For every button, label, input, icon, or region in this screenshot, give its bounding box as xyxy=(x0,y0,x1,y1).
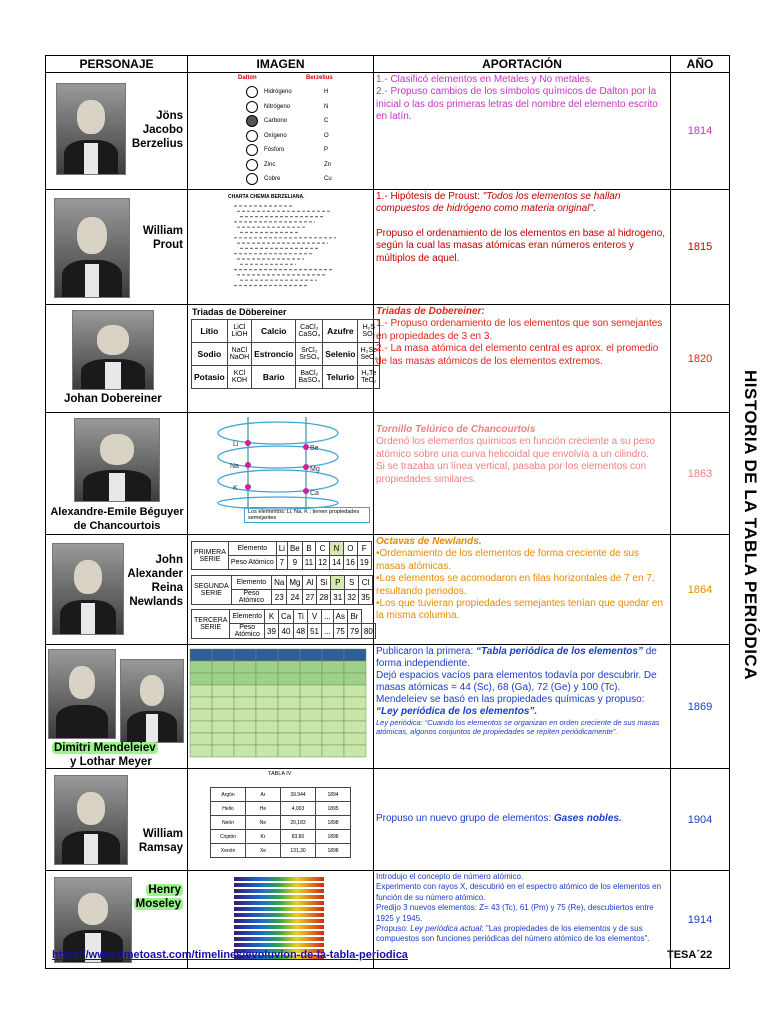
timetoast-link[interactable]: https://www.timetoast.com/timelines/evoluvion-de-la-tabla-periodica xyxy=(52,949,408,961)
aportacion-cell: Triadas de Dobereiner: 1.- Propuso ordenamiento de los elementos que son semejantes en propiedades de 3 en 3. 2.- La masa atómica del elemento central es aprox. el promedio de las masas atómicos de los elementos extremos. xyxy=(374,305,671,413)
svg-text:Mg: Mg xyxy=(310,466,320,473)
octava-series: PRIMERA SERIE Elemento Li Be B C N O F Peso Atómico 7 9 11 12 14 16 19 xyxy=(191,541,372,570)
aportacion-text: 1.- Clasificó elementos en Metales y No metales. xyxy=(376,74,593,85)
octava-series: SEGUNDA SERIE Elemento Na Mg Al Si P S Cl Peso Atómico 23 24 27 28 31 32 35 xyxy=(191,575,373,605)
triadas-table-image: Triadas de Döbereiner Litio LiCl LiOH Calcio CaCl₂ CaSO₄ Azufre H₂S SO₂ Sodio NaCl NaOH Estroncio SrCl₂ SrSO₄ Selenio H₂Se SeO₂ Potasio KCl KOH Bario BaCl₂ BaSO₄ Telurio H₂Te TeO₂ xyxy=(188,305,374,413)
portrait-image xyxy=(72,310,154,390)
portrait-image xyxy=(54,198,130,298)
portrait-image xyxy=(74,418,160,502)
aportacion-text: 2.- Propuso cambios de los símbolos químicos de Dalton por la inicial o las dos primeras letras del nombre del elemento escrito en latín. xyxy=(376,86,658,123)
aportacion-cell: Publicaron la primera: “Tabla periódica de los elementos” de forma independiente. Dejó espacios vacíos para elementos todavía por descubrir. De masas atómicas = 44 (Sc), 68 (Ga), 72 (Ge) y 100 (Tc). Mendeleiev se basó en las propiedades químicas y propuso: “Ley periódica de los elementos”. Ley periódica: “Cuando los elementos se organizan en orden creciente de sus masas atómicas, algunos conjuntos de propiedades se repiten periódicamente”. xyxy=(374,645,671,769)
dalton-symbol-icon xyxy=(246,173,258,185)
mendeleiev-table-image xyxy=(188,645,374,769)
triada-row: Potasio KCl KOH Bario BaCl₂ BaSO₄ Telurio H₂Te TeO₂ xyxy=(192,366,380,389)
noble-gas-row: Criptón Kr 83.80 1898 xyxy=(211,830,351,844)
dalton-symbols-image: Dalton Berzelius Hidrógeno H Nitrógeno N Carbono C Oxígeno O Fósforo P Zinc Zn Cobre Cu xyxy=(188,73,374,190)
dalton-element-row: Cobre Cu xyxy=(246,172,356,187)
periodic-grid xyxy=(190,649,370,763)
portrait-mendeleiev xyxy=(48,649,116,739)
aportacion-cell: Tornillo Telúrico de Chancourtois Ordenó los elementos químicos en función creciente a su peso atómico sobre una curva helicoidal que envolvía a un cilindro. Si se trazaba un línea vertical, pasaba por los elementos con propiedades similares. xyxy=(374,413,671,535)
year-cell: 1869 xyxy=(671,645,730,769)
triada-row: Sodio NaCl NaOH Estroncio SrCl₂ SrSO₄ Selenio H₂Se SeO₂ xyxy=(192,343,380,366)
personaje-cell xyxy=(46,190,188,305)
octavas-table-image xyxy=(188,535,374,645)
portrait-image xyxy=(56,83,126,175)
row-dobereiner xyxy=(46,305,730,413)
row-ramsay xyxy=(46,769,730,871)
telluric-screw-image xyxy=(188,413,374,535)
helix-caption: Los elementos: Li, Na, K ; tienen propiedades semejantes xyxy=(244,507,370,523)
row-newlands xyxy=(46,535,730,645)
person-name: Alexandre-Emile Béguyer de Chancourtois xyxy=(50,506,184,532)
row-mendeleiev xyxy=(46,645,730,769)
chart-scan-lines xyxy=(224,202,344,297)
year-cell: 1864 xyxy=(671,535,730,645)
dalton-element-row: Fósforo P xyxy=(246,143,356,158)
person-name: John Alexander Reina Newlands xyxy=(127,554,183,608)
row-prout xyxy=(46,190,730,305)
year-cell: 1820 xyxy=(671,305,730,413)
dalton-symbol-icon xyxy=(246,101,258,113)
dalton-element-row: Hidrógeno H xyxy=(246,85,356,100)
personaje-cell xyxy=(46,535,188,645)
personaje-cell xyxy=(46,645,188,769)
person-name: William Ramsay xyxy=(138,828,183,854)
noble-gas-row: Argón Ar 39.944 1894 xyxy=(211,788,351,802)
dalton-element-row: Carbono C xyxy=(246,114,356,129)
dalton-element-row: Zinc Zn xyxy=(246,158,356,173)
aportacion-cell: Octavas de Newlands. •Ordenamiento de los elementos de forma creciente de sus masas atómicas. •Los elementos se acomodaron en filas horizontales de 7 en 7, resultando periodos. •Los que tuvieran propiedades semejantes tenían que quedar en la misma columna. xyxy=(374,535,671,645)
year-cell: 1914 xyxy=(671,871,730,969)
person-name: Johan Dobereiner xyxy=(64,393,162,405)
dalton-symbol-icon xyxy=(246,86,258,98)
year-cell: 1863 xyxy=(671,413,730,535)
triada-row: Litio LiCl LiOH Calcio CaCl₂ CaSO₄ Azufre H₂S SO₂ xyxy=(192,320,380,343)
history-table xyxy=(45,55,730,969)
personaje-cell xyxy=(46,305,188,413)
svg-text:Ca: Ca xyxy=(310,490,319,497)
header-row xyxy=(46,56,730,73)
aportacion-cell: Propuso un nuevo grupo de elementos: Gases nobles. xyxy=(374,769,671,871)
dalton-element-row: Oxígeno O xyxy=(246,129,356,144)
svg-text:K: K xyxy=(233,485,238,492)
header-aportacion: APORTACIÓN xyxy=(374,56,671,73)
year-cell: 1815 xyxy=(671,190,730,305)
person-name: Dimitri Mendeleiev y Lothar Meyer xyxy=(54,742,156,768)
author-tag: TESA´22 xyxy=(667,949,713,961)
aportacion-cell: 1.- Hipótesis de Proust: "Todos los elementos se hallan compuestos de hidrógeno como materia original". Propuso el ordenamiento de los elementos en base al hidrogeno, según la cual las masas atómicas eran números enteros y múltiplos de aquel. xyxy=(374,190,671,305)
portrait-meyer xyxy=(120,659,184,743)
personaje-cell xyxy=(46,73,188,190)
personaje-cell xyxy=(46,413,188,535)
personaje-cell xyxy=(46,769,188,871)
noble-gases-table-image: TABLA IV Argón Ar 39.944 1894 Helio He 4,003 1895 Neón Ne 20,183 1898 Criptón Kr 83.80 1898 Xenón Xe 131,30 1898 xyxy=(188,769,374,871)
noble-gas-row: Neón Ne 20,183 1898 xyxy=(211,816,351,830)
dalton-symbol-icon xyxy=(246,159,258,171)
noble-gas-row: Helio He 4,003 1895 xyxy=(211,802,351,816)
side-title: HISTORIA DE LA TABLA PERIÓDICA xyxy=(741,370,760,680)
berzelius-chart-image: CHARTA CHEMIA BERZELIANA. xyxy=(188,190,374,305)
year-cell: 1904 xyxy=(671,769,730,871)
year-cell: 1814 xyxy=(671,73,730,190)
helix-diagram xyxy=(208,417,358,509)
dalton-symbol-icon xyxy=(246,144,258,156)
aportacion-cell: Introdujo el concepto de número atómico. Experimento con rayos X, descubrió en el espectro atómico de los elementos en función de su número atómico. Predijo 3 nuevos elementos: Z= 43 (Tc), 61 (Pm) y 75 (Re), descubiertos entre 1925 y 1945. Propuso: Ley periódica actual: "Las propiedades de los elementos y de sus compuestos son funciones periódicas del número atómico de los elementos". xyxy=(374,871,671,969)
svg-text:Na: Na xyxy=(230,463,239,470)
dalton-symbol-icon xyxy=(246,130,258,142)
portrait-image xyxy=(52,543,124,635)
svg-text:Li: Li xyxy=(233,441,239,448)
aportacion-cell xyxy=(374,73,671,190)
person-name: Henry Moseley xyxy=(135,884,181,910)
noble-gas-row: Xenón Xe 131,30 1898 xyxy=(211,844,351,858)
dalton-element-row: Nitrógeno N xyxy=(246,100,356,115)
header-personaje: PERSONAJE xyxy=(46,56,188,73)
row-chancourtois xyxy=(46,413,730,535)
dalton-symbol-icon xyxy=(246,115,258,127)
person-name: William Prout xyxy=(142,225,183,251)
octava-series: TERCERA SERIE Elemento K Ca Ti V ... As Br Peso Atómico 39 40 48 51 ... 75 79 80 xyxy=(191,609,376,639)
person-name: Jöns Jacobo Berzelius xyxy=(131,110,183,150)
svg-text:Be: Be xyxy=(310,445,319,452)
row-berzelius xyxy=(46,73,730,190)
portrait-image xyxy=(54,775,128,865)
header-imagen: IMAGEN xyxy=(188,56,374,73)
header-anio: AÑO xyxy=(671,56,730,73)
